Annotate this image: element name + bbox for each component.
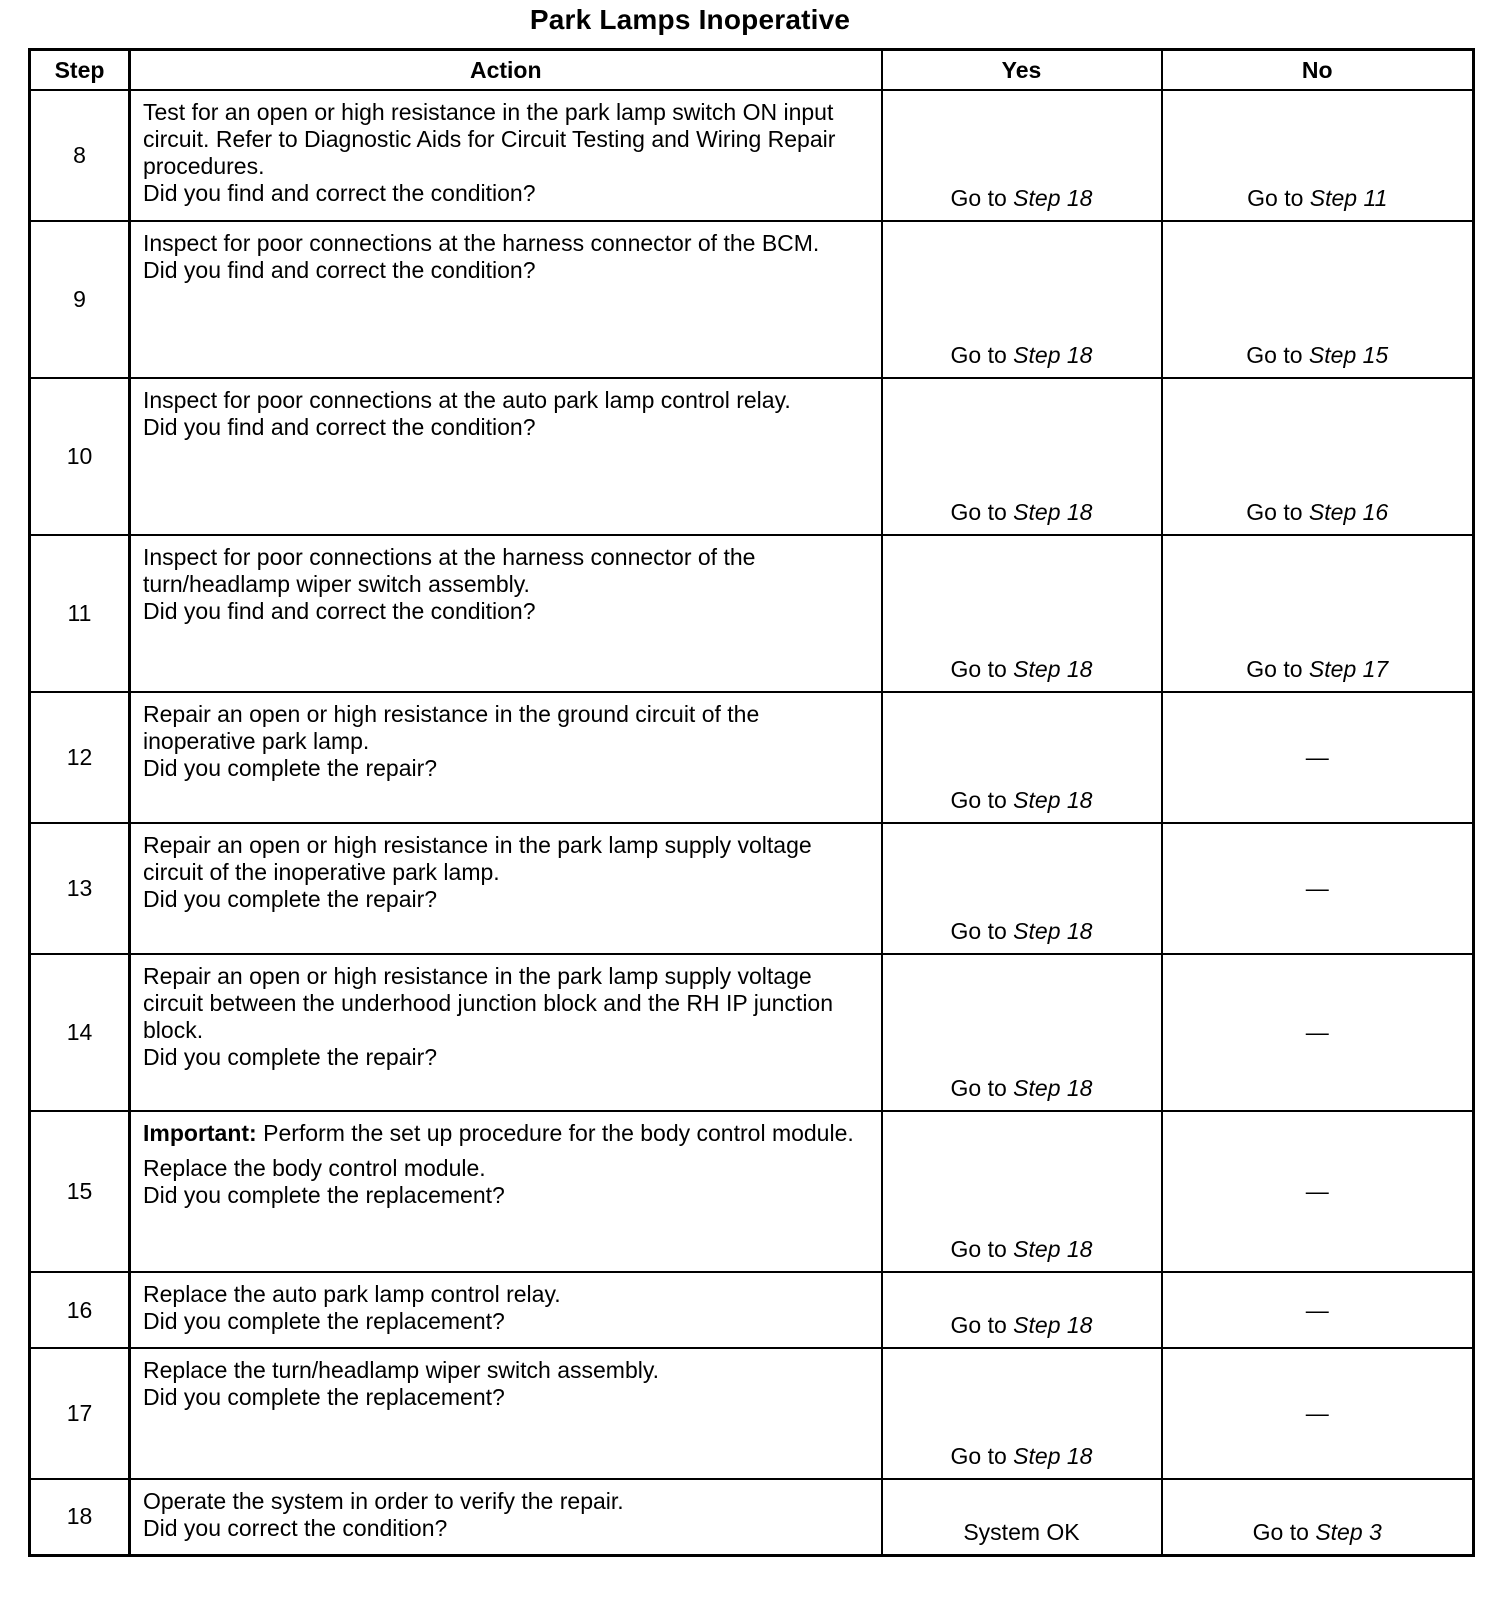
table-row <box>30 823 1474 954</box>
action-question: Did you correct the condition? <box>143 1515 448 1541</box>
action-question: Did you complete the replacement? <box>143 1308 505 1334</box>
action-instruction: Operate the system in order to verify the repair. <box>143 1488 624 1514</box>
yes-cell <box>882 1348 1162 1479</box>
action-cell <box>130 378 882 535</box>
step-number: 15 <box>30 1111 130 1272</box>
table-row <box>30 378 1474 535</box>
no-cell <box>1162 535 1474 692</box>
no-cell <box>1162 692 1474 823</box>
no-cell <box>1162 1272 1474 1348</box>
action-question: Did you find and correct the condition? <box>143 414 536 440</box>
header-row <box>30 50 1474 91</box>
no-step-link[interactable]: Step 17 <box>1308 656 1389 682</box>
table-body <box>30 90 1474 1555</box>
yes-step-link[interactable]: Step 18 <box>1013 185 1093 211</box>
go-to-label: Go to <box>950 1443 1007 1469</box>
yes-step-link[interactable]: Step 18 <box>1013 656 1093 682</box>
yes-step-link[interactable]: Step 18 <box>1013 787 1093 813</box>
action-question: Did you complete the replacement? <box>143 1384 505 1410</box>
action-instruction: Inspect for poor connections at the harness connector of the BCM. <box>143 230 820 256</box>
action-cell <box>130 535 882 692</box>
action-question: Did you complete the repair? <box>143 755 438 781</box>
yes-cell <box>882 378 1162 535</box>
header-yes: Yes <box>882 50 1162 91</box>
go-to-label: Go to <box>950 1075 1007 1101</box>
important-text: Perform the set up procedure for the body control module. <box>256 1120 854 1146</box>
no-step-link[interactable]: Step 15 <box>1308 342 1389 368</box>
no-dash: — <box>1305 1296 1329 1323</box>
go-to-label: Go to <box>950 918 1007 944</box>
yes-cell <box>882 1479 1162 1555</box>
no-step-link[interactable]: Step 3 <box>1315 1518 1382 1545</box>
action-question: Did you complete the repair? <box>143 886 438 912</box>
go-to-label: Go to <box>950 342 1007 368</box>
no-step-link[interactable]: Step 11 <box>1309 185 1388 211</box>
action-instruction: Repair an open or high resistance in the ground circuit of the inoperative park lamp. <box>143 701 760 754</box>
yes-step-link[interactable]: Step 18 <box>1013 1443 1093 1469</box>
yes-step-link[interactable]: Step 18 <box>1013 918 1093 944</box>
action-cell <box>130 221 882 378</box>
go-to-label: Go to <box>1246 499 1303 525</box>
table-row <box>30 221 1474 378</box>
no-cell <box>1162 1111 1474 1272</box>
yes-cell <box>882 1272 1162 1348</box>
no-cell <box>1162 823 1474 954</box>
step-number: 12 <box>30 692 130 823</box>
important-label: Important: <box>143 1120 257 1146</box>
header-step: Step <box>30 50 130 91</box>
go-to-label: Go to <box>950 656 1007 682</box>
action-cell <box>130 692 882 823</box>
action-cell <box>130 1348 882 1479</box>
go-to-label: Go to <box>950 185 1007 211</box>
no-cell <box>1162 1479 1474 1555</box>
table-row <box>30 535 1474 692</box>
important-note <box>143 1120 871 1147</box>
action-cell <box>130 823 882 954</box>
action-instruction: Inspect for poor connections at the auto park lamp control relay. <box>143 387 791 413</box>
step-number: 8 <box>30 90 130 221</box>
no-step-link[interactable]: Step 16 <box>1308 499 1389 525</box>
go-to-label: Go to <box>1246 342 1303 368</box>
go-to-label: Go to <box>950 1236 1007 1262</box>
table-row <box>30 954 1474 1111</box>
action-instruction: Repair an open or high resistance in the park lamp supply voltage circuit between the underhood junction block and the RH IP junction block. <box>143 963 834 1043</box>
action-cell <box>130 90 882 221</box>
table-row <box>30 1272 1474 1348</box>
no-cell <box>1162 221 1474 378</box>
action-instruction: Replace the auto park lamp control relay. <box>143 1281 561 1307</box>
no-cell <box>1162 954 1474 1111</box>
header-no: No <box>1162 50 1474 91</box>
go-to-label: Go to <box>1252 1518 1309 1545</box>
yes-step-link[interactable]: Step 18 <box>1013 499 1093 525</box>
step-number: 18 <box>30 1479 130 1555</box>
step-number: 9 <box>30 221 130 378</box>
yes-cell <box>882 692 1162 823</box>
action-instruction: Replace the body control module. <box>143 1155 486 1181</box>
step-number: 17 <box>30 1348 130 1479</box>
no-dash: — <box>1305 875 1329 901</box>
yes-step-link[interactable]: Step 18 <box>1013 342 1093 368</box>
go-to-label: Go to <box>950 787 1007 813</box>
action-cell <box>130 954 882 1111</box>
action-instruction: Test for an open or high resistance in the park lamp switch ON input circuit. Refer to Diagnostic Aids for Circuit Testing and Wiring Repair procedures. <box>143 99 836 179</box>
diagnostic-table <box>28 48 1475 1557</box>
go-to-label: Go to <box>950 499 1007 525</box>
yes-cell <box>882 954 1162 1111</box>
no-dash: — <box>1305 1400 1329 1426</box>
no-cell <box>1162 90 1474 221</box>
no-dash: — <box>1305 1019 1329 1045</box>
no-dash: — <box>1305 1178 1329 1204</box>
go-to-label: Go to <box>1247 185 1304 211</box>
table-row <box>30 90 1474 221</box>
yes-step-link[interactable]: Step 18 <box>1013 1075 1093 1101</box>
action-question: Did you complete the repair? <box>143 1044 438 1070</box>
action-instruction: Inspect for poor connections at the harness connector of the turn/headlamp wiper switch assembly. <box>143 544 756 597</box>
action-cell <box>130 1111 882 1272</box>
step-number: 16 <box>30 1272 130 1348</box>
table-row <box>30 1348 1474 1479</box>
no-cell <box>1162 1348 1474 1479</box>
yes-result: System OK <box>963 1518 1080 1545</box>
action-instruction: Repair an open or high resistance in the park lamp supply voltage circuit of the inoperative park lamp. <box>143 832 812 885</box>
go-to-label: Go to <box>1246 656 1303 682</box>
yes-step-link[interactable]: Step 18 <box>1013 1312 1093 1338</box>
action-instruction: Replace the turn/headlamp wiper switch assembly. <box>143 1357 660 1383</box>
table-row <box>30 1479 1474 1555</box>
action-cell <box>130 1272 882 1348</box>
no-dash: — <box>1305 744 1329 770</box>
step-number: 10 <box>30 378 130 535</box>
go-to-label: Go to <box>950 1312 1007 1338</box>
no-cell <box>1162 378 1474 535</box>
page-title: Park Lamps Inoperative <box>529 4 851 35</box>
action-question: Did you find and correct the condition? <box>143 257 536 283</box>
table-row <box>30 692 1474 823</box>
step-number: 14 <box>30 954 130 1111</box>
header-action: Action <box>130 50 882 91</box>
table-row <box>30 1111 1474 1272</box>
step-number: 13 <box>30 823 130 954</box>
yes-cell <box>882 221 1162 378</box>
yes-cell <box>882 823 1162 954</box>
step-number: 11 <box>30 535 130 692</box>
action-question: Did you find and correct the condition? <box>143 598 536 624</box>
yes-cell <box>882 90 1162 221</box>
action-question: Did you complete the replacement? <box>143 1182 505 1208</box>
yes-step-link[interactable]: Step 18 <box>1013 1236 1093 1262</box>
yes-cell <box>882 1111 1162 1272</box>
action-question: Did you find and correct the condition? <box>143 180 536 206</box>
action-cell <box>130 1479 882 1555</box>
yes-cell <box>882 535 1162 692</box>
